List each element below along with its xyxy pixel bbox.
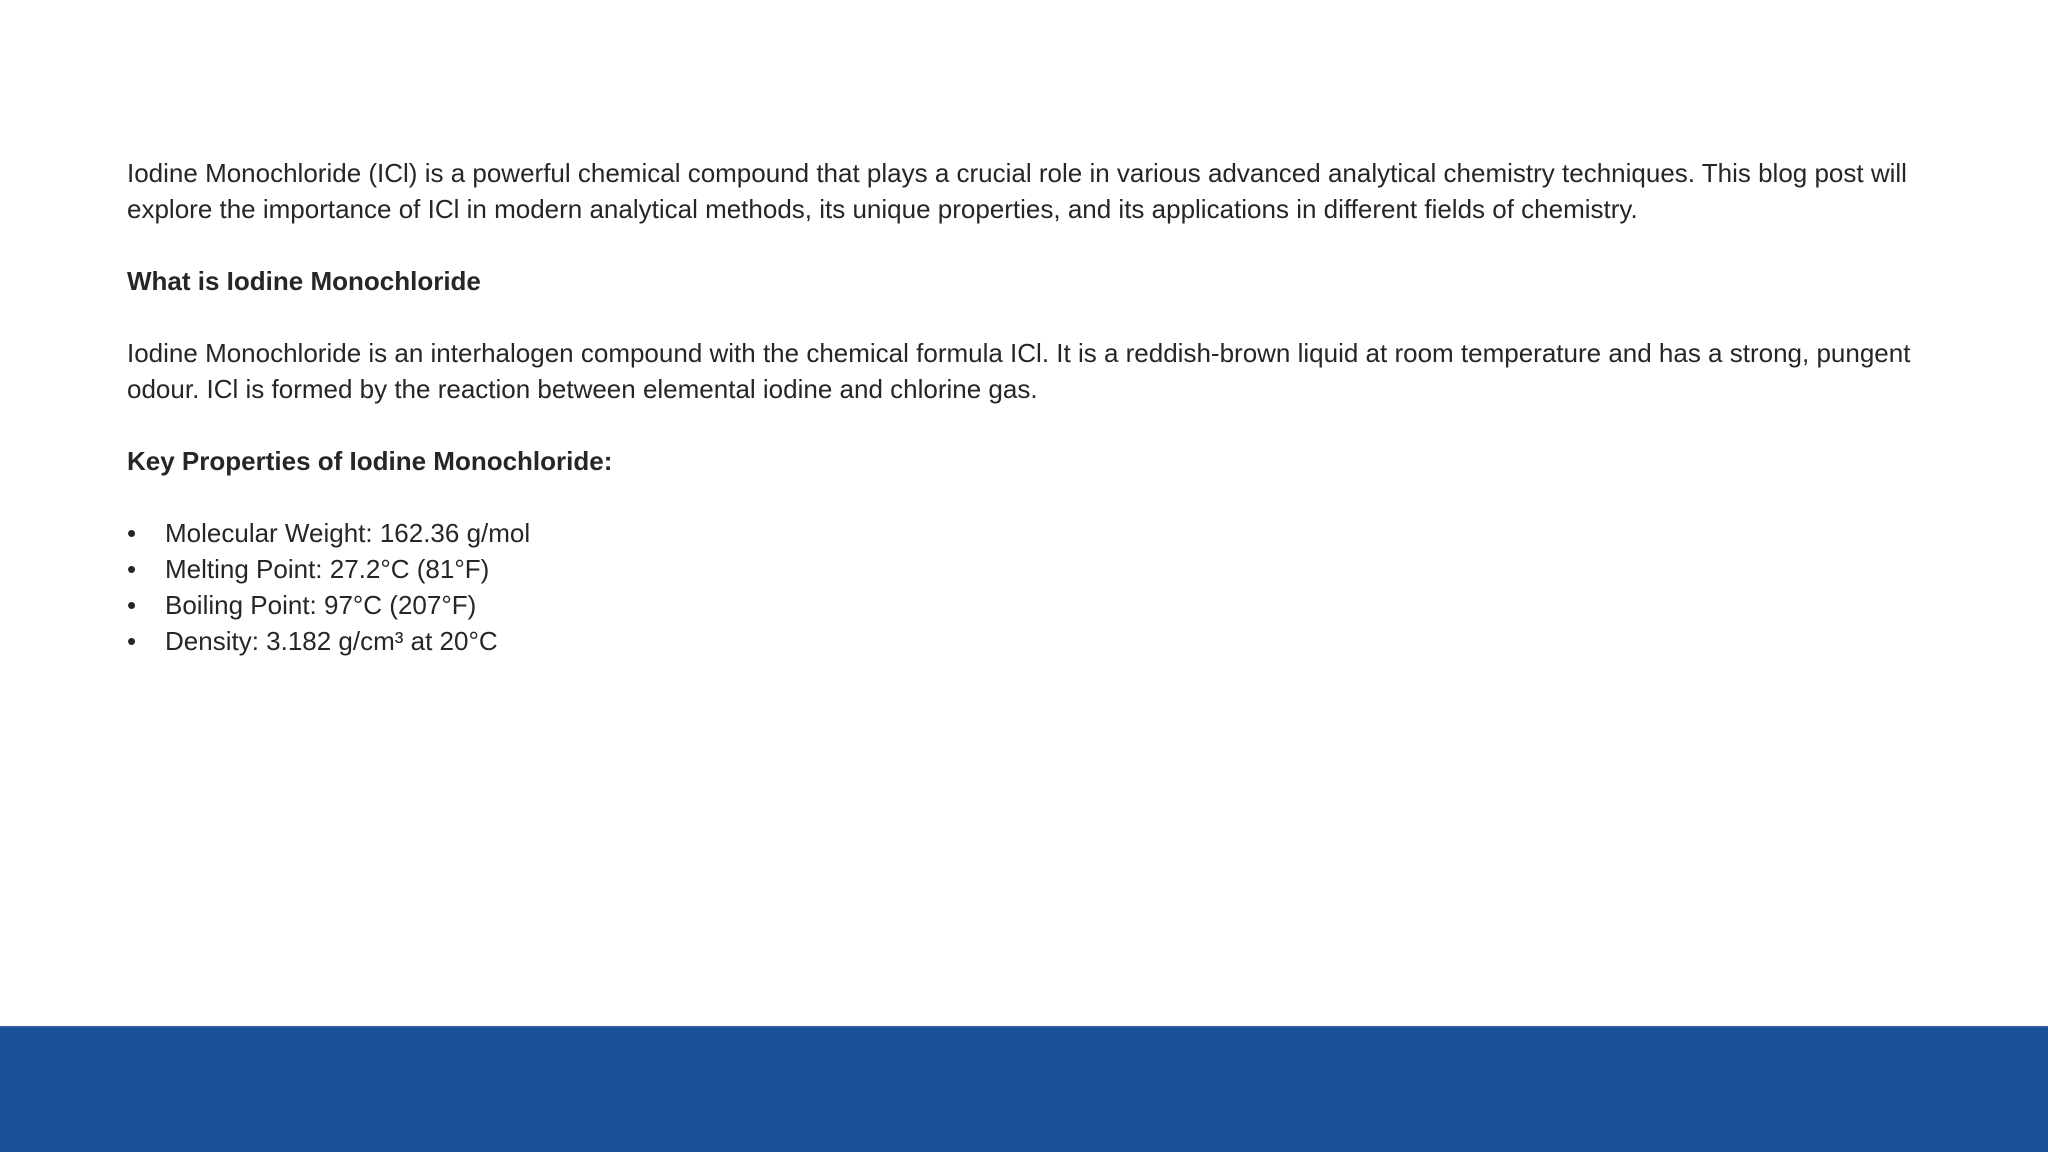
list-item-text: Melting Point: 27.2°C (81°F) (165, 554, 490, 584)
list-item-text: Density: 3.182 g/cm³ at 20°C (165, 626, 498, 656)
list-item-density (127, 623, 1927, 659)
spacer (127, 407, 1927, 443)
section-heading-key-properties: Key Properties of Iodine Monochloride: (127, 446, 613, 476)
spacer (127, 299, 1927, 335)
bullet-icon: • (127, 590, 137, 620)
slide-content (127, 155, 1927, 659)
list-item-boiling-point (127, 587, 1927, 623)
intro-paragraph: Iodine Monochloride (ICl) is a powerful chemical compound that plays a crucial role in various advanced analytical chemistry techniques. This blog post will explore the importance of ICl in modern analytical methods, its unique properties, and its applications in different fields of chemistry. (127, 158, 1907, 224)
properties-list (127, 515, 1927, 659)
spacer (127, 479, 1927, 515)
list-item-melting-point (127, 551, 1927, 587)
definition-paragraph: Iodine Monochloride is an interhalogen compound with the chemical formula ICl. It is a reddish-brown liquid at room temperature and has a strong, pungent odour. ICl is formed by the reaction between elemental iodine and chlorine gas. (127, 338, 1911, 404)
spacer (127, 227, 1927, 263)
list-item-molecular-weight (127, 515, 1927, 551)
section-heading-what-is: What is Iodine Monochloride (127, 266, 481, 296)
bullet-icon: • (127, 554, 137, 584)
list-item-text: Molecular Weight: 162.36 g/mol (165, 518, 531, 548)
footer-bar (0, 1026, 2048, 1152)
bullet-icon: • (127, 626, 137, 656)
list-item-text: Boiling Point: 97°C (207°F) (165, 590, 477, 620)
bullet-icon: • (127, 518, 137, 548)
